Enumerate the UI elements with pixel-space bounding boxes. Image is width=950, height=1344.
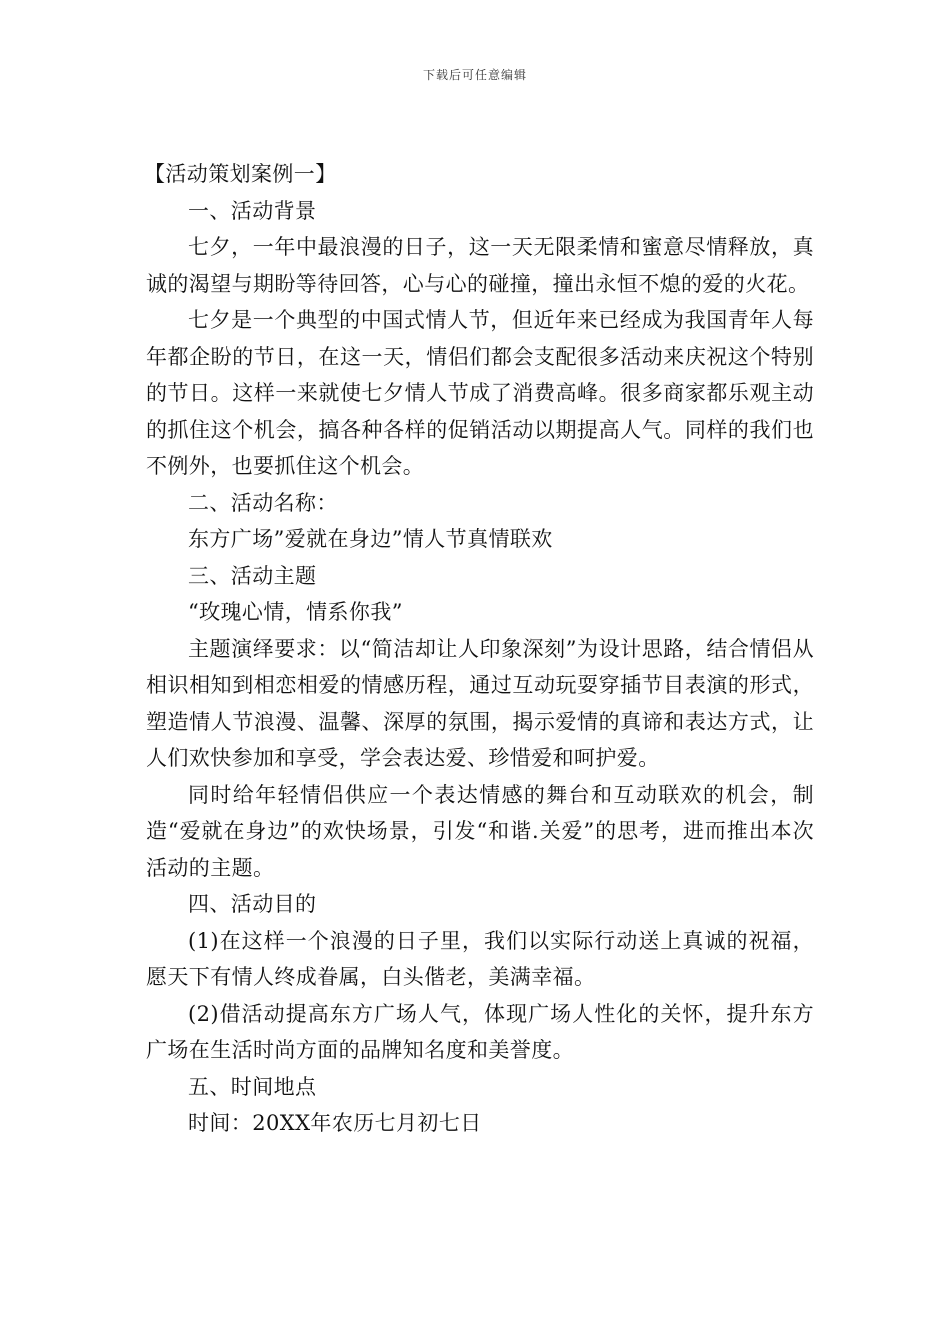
- paragraph-time: 时间：20XX年农历七月初七日: [188, 1111, 482, 1135]
- paragraph-event-name: 东方广场”爱就在身边”情人节真情联欢: [188, 527, 553, 551]
- section-heading-goals: 四、活动目的: [188, 892, 317, 916]
- paragraph-theme-purpose: 同时给年轻情侣供应一个表达情感的舞台和互动联欢的机会，制造“爱就在身边”的欢快场景，引发“和谐.关爱”的思考，进而推出本次活动的主题。: [146, 782, 814, 880]
- paragraph-background-2: 七夕是一个典型的中国式情人节，但近年来已经成为我国青年人每年都企盼的节日，在这一天，情侣们都会支配很多活动来庆祝这个特别的节日。这样一来就使七夕情人节成了消费高峰。很多商家都乐观主动的抓住这个机会，搞各种各样的促销活动以期提高人气。同样的我们也不例外，也要抓住这个机会。: [146, 308, 814, 478]
- section-heading-time-place: 五、时间地点: [188, 1074, 317, 1099]
- section-heading-name: 二、活动名称：: [188, 490, 338, 515]
- paragraph-goal-2: (2)借活动提高东方广场人气，体现广场人性化的关怀，提升东方广场在生活时尚方面的品牌知名度和美誉度。: [146, 1001, 814, 1062]
- paragraph-background-1: 七夕，一年中最浪漫的日子，这一天无限柔情和蜜意尽情释放，真诚的渴望与期盼等待回答，心与心的碰撞，撞出永恒不熄的爱的火花。: [146, 235, 814, 296]
- paragraph-theme-requirements: 主题演绎要求：以“简洁却让人印象深刻”为设计思路，结合情侣从相识相知到相恋相爱的情感历程，通过互动玩耍穿插节目表演的形式，塑造情人节浪漫、温馨、深厚的氛围，揭示爱情的真谛和表达方式，让人们欢快参加和享受，学会表达爱、珍惜爱和呵护爱。: [146, 636, 814, 770]
- paragraph-goal-1: (1)在这样一个浪漫的日子里，我们以实际行动送上真诚的祝福，愿天下有情人终成眷属，白头偕老，美满幸福。: [146, 928, 814, 989]
- paragraph-theme-slogan: “玫瑰心情，情系你我”: [188, 600, 403, 624]
- section-heading-theme: 三、活动主题: [188, 563, 317, 588]
- section-heading-background: 一、活动背景: [188, 198, 317, 223]
- document-title: 【活动策划案例一】: [144, 162, 337, 186]
- document-body: [146, 156, 814, 1142]
- page-header-note: 下载后可任意编辑: [422, 68, 527, 82]
